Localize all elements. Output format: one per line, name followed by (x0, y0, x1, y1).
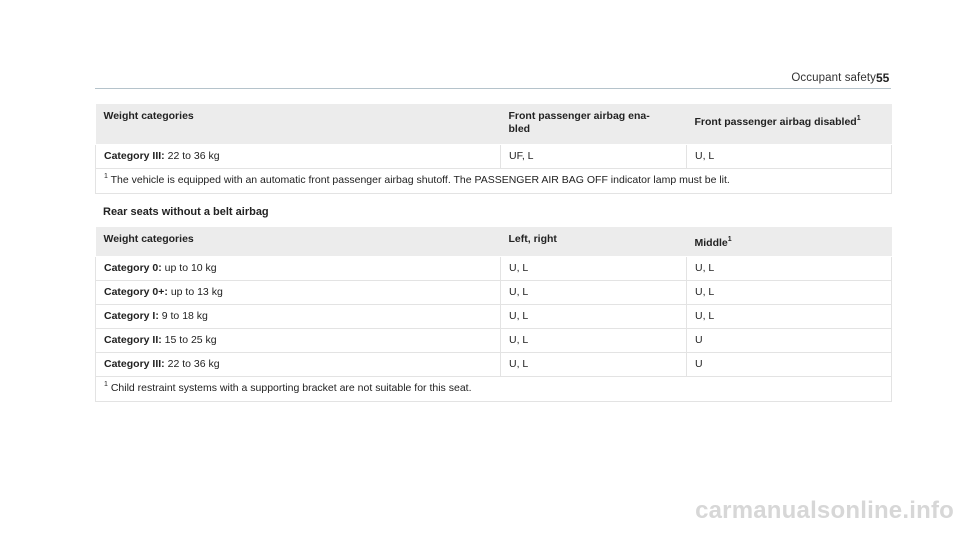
middle-cell: U, L (687, 281, 892, 305)
column-header: Middle$^1$ (687, 227, 892, 257)
section-heading: Rear seats without a belt airbag (103, 206, 269, 218)
footnote: $^1$ Child restraint systems with a supporting bracket are not suitable for this seat. (96, 377, 892, 402)
weight-category-cell: Category 0: up to 10 kg (96, 257, 501, 281)
weight-category-cell: Category III: 22 to 36 kg (96, 353, 501, 377)
table-row (96, 145, 892, 169)
footnote: $^1$ The vehicle is equipped with an automatic front passenger airbag shutoff. The PASSENGER AIR BAG OFF indicator lamp must be lit. (96, 169, 892, 194)
left-right-cell: U, L (501, 353, 687, 377)
column-header: Front passenger airbag disabled$^1$ (687, 104, 892, 145)
airbag-disabled-cell: U, L (687, 145, 892, 169)
watermark: carmanualsonline.info (695, 497, 954, 524)
table-header-row (96, 227, 892, 257)
page-number: 55 (876, 71, 890, 85)
column-header: Front passenger airbag ena- bled (501, 104, 687, 145)
middle-cell: U (687, 353, 892, 377)
table-row (96, 353, 892, 377)
column-header: Weight categories (96, 104, 501, 145)
footnote-row (96, 377, 892, 402)
footnote-row (96, 169, 892, 194)
weight-category-cell: Category 0+: up to 13 kg (96, 281, 501, 305)
left-right-cell: U, L (501, 305, 687, 329)
table-row (96, 329, 892, 353)
middle-cell: U, L (687, 257, 892, 281)
left-right-cell: U, L (501, 257, 687, 281)
middle-cell: U (687, 329, 892, 353)
left-right-cell: U, L (501, 329, 687, 353)
header-divider (95, 88, 891, 89)
airbag-enabled-cell: UF, L (501, 145, 687, 169)
table-row (96, 257, 892, 281)
column-header: Left, right (501, 227, 687, 257)
left-right-cell: U, L (501, 281, 687, 305)
middle-cell: U, L (687, 305, 892, 329)
table-row (96, 305, 892, 329)
section-title: Occupant safety (791, 72, 876, 84)
weight-category-cell: Category II: 15 to 25 kg (96, 329, 501, 353)
column-header: Weight categories (96, 227, 501, 257)
table-row (96, 281, 892, 305)
front-passenger-table (95, 104, 892, 194)
weight-category-cell: Category I: 9 to 18 kg (96, 305, 501, 329)
table-header-row (96, 104, 892, 145)
rear-seats-table (95, 227, 892, 402)
weight-category-cell: Category III: 22 to 36 kg (96, 145, 501, 169)
